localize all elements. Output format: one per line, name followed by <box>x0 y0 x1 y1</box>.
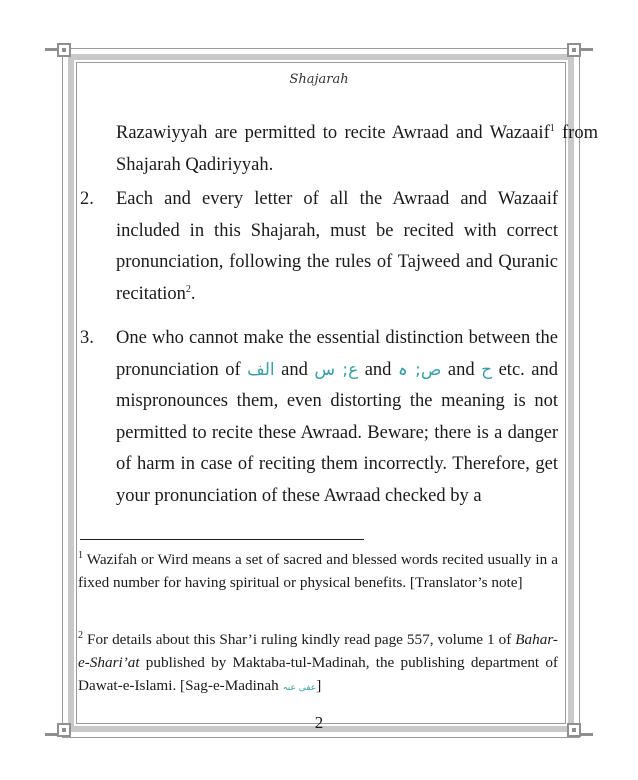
footnote-reference: 1 <box>549 122 555 134</box>
arabic-letters: ع; س <box>314 359 359 380</box>
list-item-text: and <box>274 359 315 380</box>
list-item-text: . <box>190 283 196 304</box>
footnote-text: published by Maktaba-tul-Madinah, the publishing department of Dawat-e-Islami. [Sag-e-Madinah <box>78 654 558 694</box>
honorific-arabic: عفی عنہ <box>282 683 317 693</box>
footnote-text: ] <box>316 677 322 694</box>
list-item-text: Each and every letter of all the Awraad and Wazaaif included in this Shajarah, must be recited with correct pronunciation, following the rules of Tajweed and Quranic recitation <box>116 189 558 304</box>
numbered-list <box>76 184 558 512</box>
paragraph-text: Razawiyyah are permitted to recite Awraad and Wazaaif <box>116 123 550 143</box>
frame-corner-ornament <box>581 48 593 51</box>
footnote <box>78 628 558 700</box>
footnote-separator <box>80 539 364 540</box>
continued-paragraph <box>76 118 598 181</box>
list-item <box>76 184 558 310</box>
page-number: 2 <box>314 713 324 732</box>
frame-corner-ornament <box>567 43 581 57</box>
footnote-marker: 2 <box>78 629 83 641</box>
footnote-marker: 1 <box>78 549 83 561</box>
paragraph-text: from Shajarah Qadiriyyah. <box>116 123 598 175</box>
footnote-text: Wazifah or Wird means a set of sacred and blessed words recited usually in a fixed number for having spiritual or physical benefits. [Translator’s note] <box>78 551 558 591</box>
frame-corner-ornament <box>57 43 71 57</box>
frame-corner-ornament <box>45 733 57 736</box>
list-item-text: and <box>441 359 482 380</box>
arabic-letters: ح <box>481 359 493 380</box>
list-item-number: 2. <box>80 189 94 209</box>
frame-corner-ornament <box>581 733 593 736</box>
list-item-text: etc. and mispronounces them, even distorting the meaning is not permitted to recite these Awraad. Beware; there is a danger of harm in case of reciting them incorrectly. Therefore, get your pronunciation of these Awraad checked by a <box>116 359 558 506</box>
list-item <box>76 323 558 512</box>
footnote-text: For details about this Shar’i ruling kindly read page 557, volume 1 of <box>83 631 516 648</box>
arabic-letters: الف <box>247 359 275 380</box>
list-item-text: One who cannot make the essential distinction between the pronunciation of <box>116 328 558 380</box>
arabic-letters: ص; ہ <box>397 359 442 380</box>
frame-corner-ornament <box>45 48 57 51</box>
running-header: Shajarah <box>289 72 349 87</box>
book-title: Bahar-e-Shari’at <box>78 631 558 671</box>
footnote-reference: 2 <box>185 283 191 295</box>
list-item-text: and <box>358 359 398 380</box>
list-item-number: 3. <box>80 328 94 348</box>
footnote <box>78 548 558 594</box>
